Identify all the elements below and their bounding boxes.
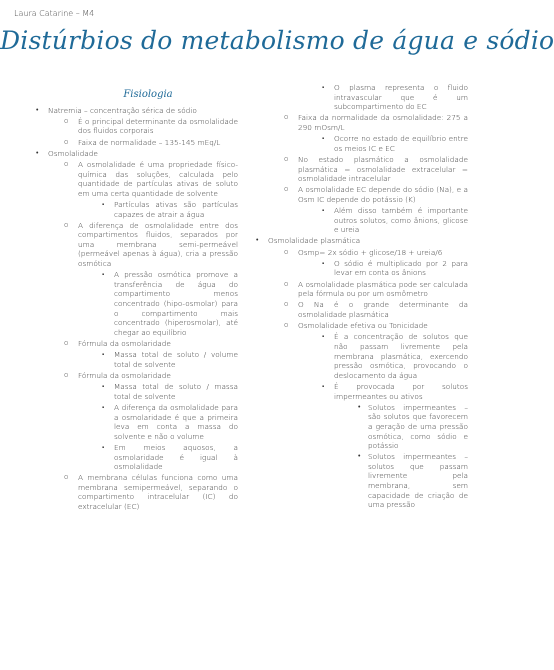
bullet-item: ▪ O plasma representa o fluido intravascular que é um subcompartimento do EC [248,83,468,112]
left-column [28,90,238,513]
bullet-item: • Solutos impermeantes – solutos que passam livremente pela membrana, sem capacidade de criação de uma pressão [248,452,468,510]
bullet-item: ▪ A pressão osmótica promove a transferência de água do compartimento menos concentrado (hipo-osmolar) para o compartimento mais concentrado (hiperosmolar), até chegar ao equilíbrio [28,270,238,337]
bullet-item: o Osmp= 2x sódio + glicose/18 + ureia/6 [248,248,468,258]
bullet-item: o Fórmula da osmolaridade [28,371,238,381]
bullet-item: o O Na é o grande determinante da osmolalidade plasmática [248,300,468,319]
left-bullet-list [28,106,238,512]
right-column [248,83,468,511]
bullet-item: o A diferença de osmolalidade entre dos compartimentos fluidos, separados por uma membrana semi-permeável (permeável apenas à água), cria a pressão osmótica [28,221,238,269]
bullet-item: ▪ Em meios aquosos, a osmolaridade é igual à osmolalidade [28,443,238,472]
bullet-item: ▪ Partículas ativas são partículas capazes de atrair a água [28,200,238,219]
bullet-item: o A osmolalidade plasmática pode ser calculada pela fórmula ou por um osmômetro [248,280,468,299]
bullet-item: o Faixa da normalidade da osmolalidade: 275 a 290 mOsm/L [248,113,468,132]
bullet-item: o A osmolalidade EC depende do sódio (Na), e a Osm IC depende do potássio (K) [248,185,468,204]
bullet-item: o Osmolalidade efetiva ou Tonicidade [248,321,468,331]
bullet-item: ▪ Além disso também é importante outros solutos, como ânions, glicose e ureia [248,206,468,235]
bullet-item: o Fórmula da osmolaridade [28,339,238,349]
bullet-item: o É o principal determinante da osmolalidade dos fluidos corporais [28,117,238,136]
bullet-item: ▪ É a concentração de solutos que não passam livremente pela membrana plasmática, exercendo pressão osmótica, provocando o deslocamento da água [248,332,468,380]
bullet-item: ▪ O sódio é multiplicado por 2 para levar em conta os ânions [248,259,468,278]
author-name: Laura Catarine – M4 [14,9,95,18]
bullet-item: ▪ Massa total de soluto / volume total de solvente [28,350,238,369]
bullet-item: • Natremia – concentração sérica de sódio [28,106,238,116]
bullet-item: • Osmolalidade plasmática [248,236,468,246]
bullet-item: ▪ Ocorre no estado de equilíbrio entre os meios IC e EC [248,134,468,153]
right-bullet-list [248,83,468,510]
section-heading: Fisiologia [123,89,173,100]
bullet-item: ▪ É provocada por solutos impermeantes ou ativos [248,382,468,401]
bullet-item: o A osmolalidade é uma propriedade físico-química das soluções, calculada pelo quantidade de partículas ativas de soluto em uma certa quantidade de solvente [28,160,238,198]
bullet-item: o A membrana células funciona como uma membrana semipermeável, separando o compartimento intracelular (IC) do extracelular (EC) [28,473,238,511]
bullet-item: o Faixa de normalidade – 135-145 mEq/L [28,138,238,148]
bullet-item: ▪ A diferença da osmolalidade para a osmolaridade é que a primeira leva em conta a massa do solvente e não o volume [28,403,238,441]
bullet-item: ▪ Massa total de soluto / massa total de solvente [28,382,238,401]
bullet-item: o No estado plasmático a osmolalidade plasmática = osmolalidade extracelular = osmolalidade intracelular [248,155,468,184]
bullet-item: • Solutos impermeantes – são solutos que favorecem a geração de uma pressão osmótica, como sódio e potássio [248,403,468,451]
bullet-item: • Osmolalidade [28,149,238,159]
page-title: Distúrbios do metabolismo de água e sódio [0,26,554,55]
